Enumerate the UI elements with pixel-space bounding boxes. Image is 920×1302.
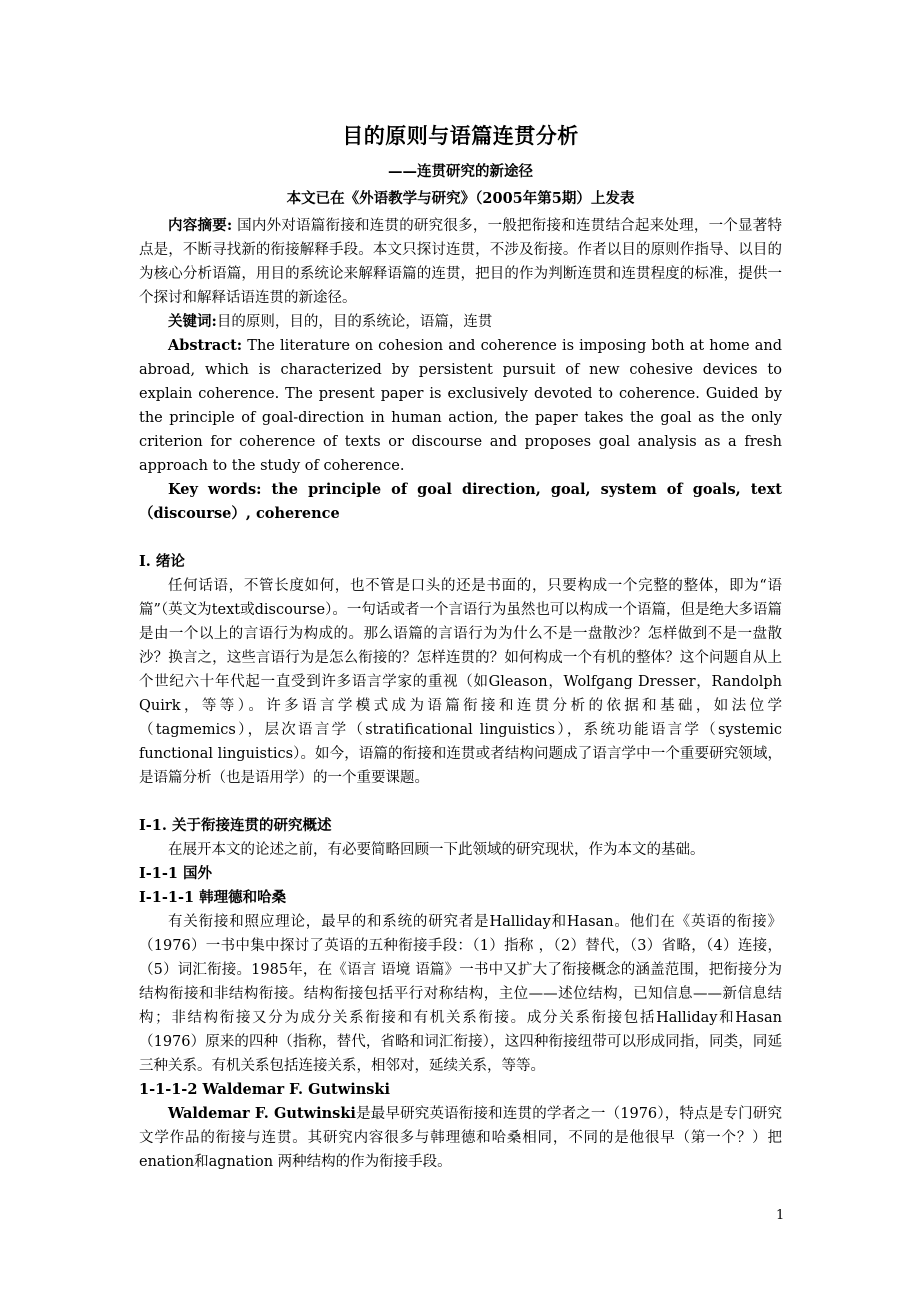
section-heading-1-1-1: I-1-1 国外 [139, 865, 213, 882]
section-heading-1-1: I-1. 关于衔接连贯的研究概述 [139, 817, 332, 834]
abstract-en-text: The literature on cohesion and coherence is imposing both at home and abroad, which is characterized by persistent pursuit of new cohesive devices to explain coherence. The present paper is exclusively devoted to coherence. Guided by the principle of goal-direction in human action, the paper takes the goal as the only criterion for coherence of texts or discourse and proposes goal analysis as a fresh approach to the study of coherence. [139, 338, 782, 474]
section-1-1-1-1-body: 有关衔接和照应理论，最早的和系统的研究者是Halliday和Hasan。他们在《英语的衔接》（1976）一书中集中探讨了英语的五种衔接手段：（1）指称 ，（2）替代，（3）省略，（4）连接，（5）词汇衔接。1985年，在《语言 语境 语篇》一书中又扩大了衔接概念的涵盖范围，把衔接分为结构衔接和非结构衔接。结构衔接包括平行对称结构，主位——述位结构，已知信息——新信息结构；非结构衔接又分为成分关系衔接和有机关系衔接。成分关系衔接包括Halliday和Hasan（1976）原来的四种（指称，替代，省略和词汇衔接），这四种衔接纽带可以形成同指，同类，同延三种关系。有机关系包括连接关系，相邻对，延续关系，等等。 [139, 914, 782, 1074]
paper-title: 目的原则与语篇连贯分析 [342, 123, 579, 148]
document-body [139, 120, 782, 1174]
spacer [139, 526, 782, 550]
section-1-1-body: 在展开本文的论述之前，有必要简略回顾一下此领域的研究现状，作为本文的基础。 [168, 842, 705, 858]
section-1-1-1-2-body [139, 1102, 782, 1174]
section-heading-1: I. 绪论 [139, 553, 185, 570]
keywords-en: Key words: the principle of goal direction, goal, system of goals, text（discourse）, coherence [139, 481, 782, 522]
abstract-cn-label: 内容摘要: [168, 217, 233, 234]
spacer [139, 790, 782, 814]
abstract-en-label: Abstract: [168, 337, 243, 354]
section-1-1-1-2-text: 是最早研究英语衔接和连贯的学者之一（1976），特点是专门研究文学作品的衔接与连贯。其研究内容很多与韩理德和哈桑相同，不同的是他很早（第一个？）把enation和agnation 两种结构的作为衔接手段。 [139, 1106, 782, 1170]
keywords-cn [139, 310, 782, 334]
section-1-body: 任何话语，不管长度如何，也不管是口头的还是书面的，只要构成一个完整的整体，即为“语篇”（英文为text或discourse）。一句话或者一个言语行为虽然也可以构成一个语篇，但是绝大多语篇是由一个以上的言语行为构成的。那么语篇的言语行为为什么不是一盘散沙？怎样做到不是一盘散沙？换言之，这些言语行为是怎么衔接的？怎样连贯的？如何构成一个有机的整体？这个问题自从上个世纪六十年代起一直受到许多语言学家的重视（如Gleason，Wolfgang Dresser，Randolph Quirk，等等）。许多语言学模式成为语篇衔接和连贯分析的依据和基础，如法位学（tagmemics），层次语言学（stratificational linguistics），系统功能语言学（systemic functional linguistics）。如今，语篇的衔接和连贯或者结构问题成了语言学中一个重要研究领域，是语篇分析（也是语用学）的一个重要课题。 [139, 578, 782, 786]
section-heading-1-1-1-2: 1-1-1-2 Waldemar F. Gutwinski [139, 1081, 390, 1098]
paper-subtitle: ——连贯研究的新途径 [388, 163, 533, 180]
author-name: Waldemar F. Gutwinski [168, 1105, 356, 1122]
abstract-cn-text: 国内外对语篇衔接和连贯的研究很多，一般把衔接和连贯结合起来处理，一个显著特点是，不断寻找新的衔接解释手段。本文只探讨连贯，不涉及衔接。作者以目的原则作指导、以目的为核心分析语篇，用目的系统论来解释语篇的连贯，把目的作为判断连贯和连贯程度的标准，提供一个探讨和解释话语连贯的新途径。 [139, 218, 783, 306]
keywords-cn-text: 目的原则，目的，目的系统论，语篇，连贯 [216, 314, 493, 330]
abstract-cn [139, 214, 782, 310]
page-number: 1 [776, 1208, 785, 1223]
publication-note: 本文已在《外语教学与研究》（2005年第5期）上发表 [286, 190, 635, 207]
keywords-cn-label: 关键词: [168, 313, 217, 330]
section-heading-1-1-1-1: I-1-1-1 韩理德和哈桑 [139, 889, 287, 906]
abstract-en [139, 334, 782, 478]
